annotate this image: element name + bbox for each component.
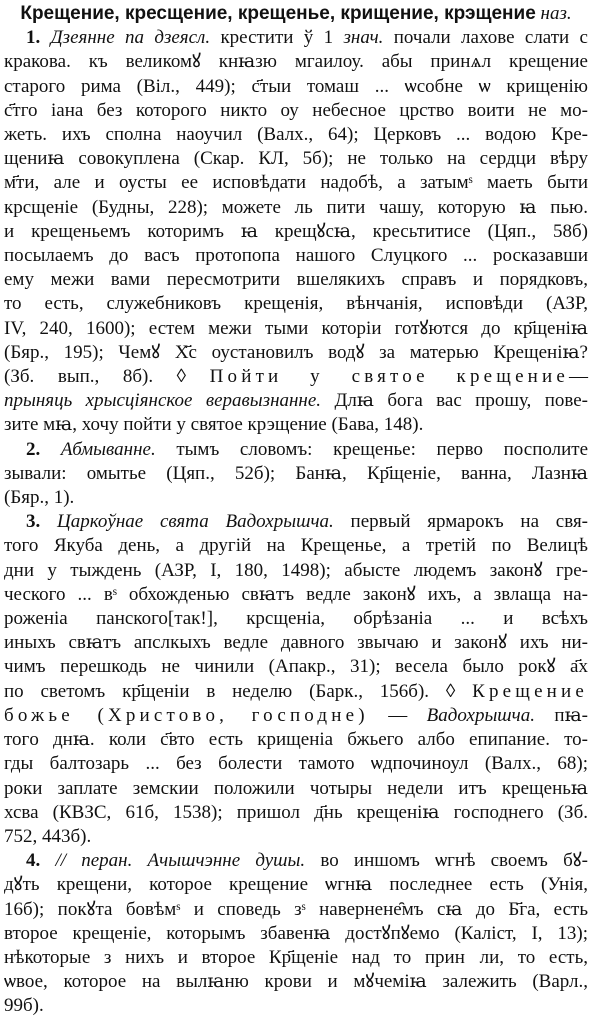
entry-line — [4, 559, 588, 583]
entry-line — [4, 75, 588, 99]
entry-line — [4, 898, 588, 922]
entry-line — [4, 365, 588, 389]
sense-gloss: // перан. Ачышчэнне душы. — [55, 850, 306, 872]
entry-line — [4, 123, 588, 147]
headword-forms: Крещение, кресщение, крещенье, крищение, крэщение — [20, 3, 536, 24]
entry-text: 99б). — [4, 995, 44, 1017]
entry-line — [4, 26, 588, 50]
sense-gloss: Вадохрышча. — [426, 704, 535, 726]
entry-text: (Бяр., 1). — [4, 487, 75, 509]
entry-line — [4, 317, 588, 341]
entry-line — [4, 607, 588, 631]
entry-text: посылаемъ до васъ протопопа нашого Слуцкого ... росказавши — [4, 245, 588, 267]
entry-line — [4, 147, 588, 171]
sense-number: 4. — [26, 850, 56, 872]
entry-line — [4, 631, 588, 655]
spaced-phrase: божье (Христово, господне) — [4, 704, 369, 726]
entry-line — [4, 680, 588, 704]
spaced-phrase: Пойти у святое крещение — [209, 366, 569, 388]
entry-line — [4, 777, 588, 801]
entry-text: жеть. ихъ сполна наоучил (Валх., 64); Церковъ ... водою Кре- — [4, 124, 588, 146]
sense-gloss: прыняць хрысціянское веравызнанне. — [4, 390, 322, 412]
entry-text: кракова. къ великомꙋ кнꙗзю мгаилоу. абы принѧл крещение — [4, 51, 588, 73]
entry-text: роки заплате земскии положили чотыры недели итъ крещеньꙗ — [4, 777, 588, 799]
sense-gloss: Дзеянне па дзеясл. — [50, 27, 211, 49]
entry-line — [4, 50, 588, 74]
entry-line — [4, 196, 588, 220]
entry-text: ему межи вами пересмотрити вшелякихъ справъ и порядковъ, — [4, 269, 588, 291]
entry-line — [4, 486, 588, 510]
entry-line — [4, 728, 588, 752]
entry-line — [4, 341, 588, 365]
entry-text: то есть, служебниковъ крещенія, вѣнчанія, исповѣди (АЗР, — [4, 293, 588, 315]
entry-line — [4, 389, 588, 413]
entry-text: первый ярмарокъ на свя- — [333, 511, 589, 533]
entry-line — [4, 994, 588, 1018]
entry-text: чимъ перешкодь не чинили (Апакр., 31); весела было рокꙋ а҃х — [4, 656, 588, 678]
entry-line — [4, 438, 588, 462]
entry-text: щениꙗ совокуплена (Скар. КЛ, 5б); не только на сердци вѣру — [4, 148, 588, 170]
entry-text: нѣкоторые з нихъ и второе Кр҃щеніе над то прин꙯ли, то есть, — [4, 946, 588, 968]
entry-text: почали лахове слати с — [383, 27, 588, 49]
entry-text: дни у тыждень (АЗР, I, 180, 1498); абысте людемъ законꙋ гре- — [4, 559, 588, 581]
sense-gloss: Царкоўнае свята Вадохрышча. — [57, 511, 334, 533]
part-of-speech: наз. — [540, 3, 572, 24]
entry-line — [4, 801, 588, 825]
entry-text: крсщеніе (Будны, 228); можете ль пити чашу, которую ꙗ пью. — [4, 196, 588, 218]
entry-headword — [4, 2, 588, 26]
entry-text: ѡвое, которое на вылꙗню крови и мꙋчеміꙗ залежить (Варл., — [4, 971, 588, 993]
entry-text: второе крещеніе, которымъ збавенꙗ достꙋпꙋемо (Каліст, I, 13); — [4, 922, 588, 944]
entry-line — [4, 268, 588, 292]
entry-text: — — [368, 704, 427, 726]
entry-text: 752, 443б). — [4, 825, 92, 847]
entry-text: дꙋть крещени, которое крещение ѡгнꙗ последнее есть (Унія, — [4, 874, 588, 896]
entry-line — [4, 534, 588, 558]
entry-line — [4, 970, 588, 994]
entry-line — [4, 510, 588, 534]
entry-line — [4, 752, 588, 776]
entry-text: иныхъ свꙗтъ апслкыхъ ведле давного звычаю и законꙋ ихъ ни- — [4, 632, 588, 654]
entry-line — [4, 922, 588, 946]
sense-number: 3. — [26, 511, 58, 533]
sense-gloss: Абмыванне. — [60, 438, 156, 460]
entry-text: — — [569, 366, 588, 388]
entry-line — [4, 413, 588, 437]
entry-text: хсва (КВЗС, 61б, 1538); пришол д҃нь крещеніꙗ господнего (Зб. — [4, 801, 588, 823]
entry-text: во иншомъ ѡгнѣ своемъ бꙋ- — [305, 850, 589, 872]
entry-text: тогo днꙗ. коли с҃вто есть крищенiа бжьего албо епипание. то- — [4, 729, 588, 751]
entry-text: (Зб. вып., 8б). ◊ — [4, 366, 210, 388]
sense-gloss: знач. — [343, 27, 384, 49]
entry-text: ческого ... вˢ обхожденью свꙗтъ ведле законꙋ ихъ, а звлаща на- — [4, 583, 588, 605]
entry-line — [4, 849, 588, 873]
entry-text: и крещеньемъ которимъ ꙗ крещꙋсꙗ, кресьтитисе (Цяп., 58б) — [4, 220, 588, 242]
entry-text: с҃тго іана без которого никто оу небесное црство воити не мо- — [4, 99, 588, 121]
entry-text: роженіа панского[так!], крсщеніа, обрѣзаніа ... и всѣхъ — [4, 608, 588, 630]
entry-text: тымъ словомъ: крещенье: перво посполите — [155, 438, 589, 460]
entry-text: Длꙗ бога вас прошу, пове- — [321, 390, 588, 412]
entry-text: зите мꙗ, хочу пойти у святое крэщение (Бава, 148). — [4, 414, 424, 436]
entry-line — [4, 462, 588, 486]
entry-text: того Якуба день, а другій на Крещенье, а третій по Велицѣ — [4, 535, 588, 557]
entry-line — [4, 220, 588, 244]
entry-text: крестити ў 1 — [210, 27, 344, 49]
dictionary-page — [4, 2, 588, 1019]
entry-text: (Бяр., 195); Чемꙋ Х҃с оустановилъ водꙋ за матерью Крещеніꙗ? — [4, 341, 588, 363]
entry-text: IV, 240, 1600); естем межи тыми которіи готꙋются до кр҃щеніꙗ — [4, 317, 588, 339]
entry-text: гды балтозарь ... без болести тамото ѡдпочиноул (Валх., 68); — [4, 753, 588, 775]
entry-line — [4, 704, 588, 728]
entry-line — [4, 825, 588, 849]
sense-number: 1. — [26, 27, 51, 49]
entry-line — [4, 873, 588, 897]
entry-text: м҃ти, але и оусты ее исповѣдати надобѣ, а затымˢ маеть быти — [4, 172, 588, 194]
entry-text: зывали: омытье (Цяп., 52б); Банꙗ, Кр҃щеніе, ванна, Лазнꙗ — [4, 462, 588, 484]
entry-text: по светомъ кр҃щеніи в неделю (Барк., 156б). ◊ — [4, 680, 473, 702]
entry-line — [4, 292, 588, 316]
entry-text: пꙗ- — [534, 704, 588, 726]
entry-text: старого рима (Віл., 449); с҃тыи томаш ... ѡсобне ѡ крищенію — [4, 75, 588, 97]
entry-line — [4, 171, 588, 195]
spaced-phrase: Крещение — [472, 680, 588, 702]
entry-line — [4, 99, 588, 123]
entry-body — [4, 26, 588, 1018]
sense-number: 2. — [26, 438, 61, 460]
entry-line — [4, 583, 588, 607]
entry-text: 16б); покꙋта бовѣмˢ и споведь зˢ навернене̑мъ сꙗ до Б҃га, есть — [4, 898, 588, 920]
entry-line — [4, 655, 588, 679]
entry-line — [4, 244, 588, 268]
